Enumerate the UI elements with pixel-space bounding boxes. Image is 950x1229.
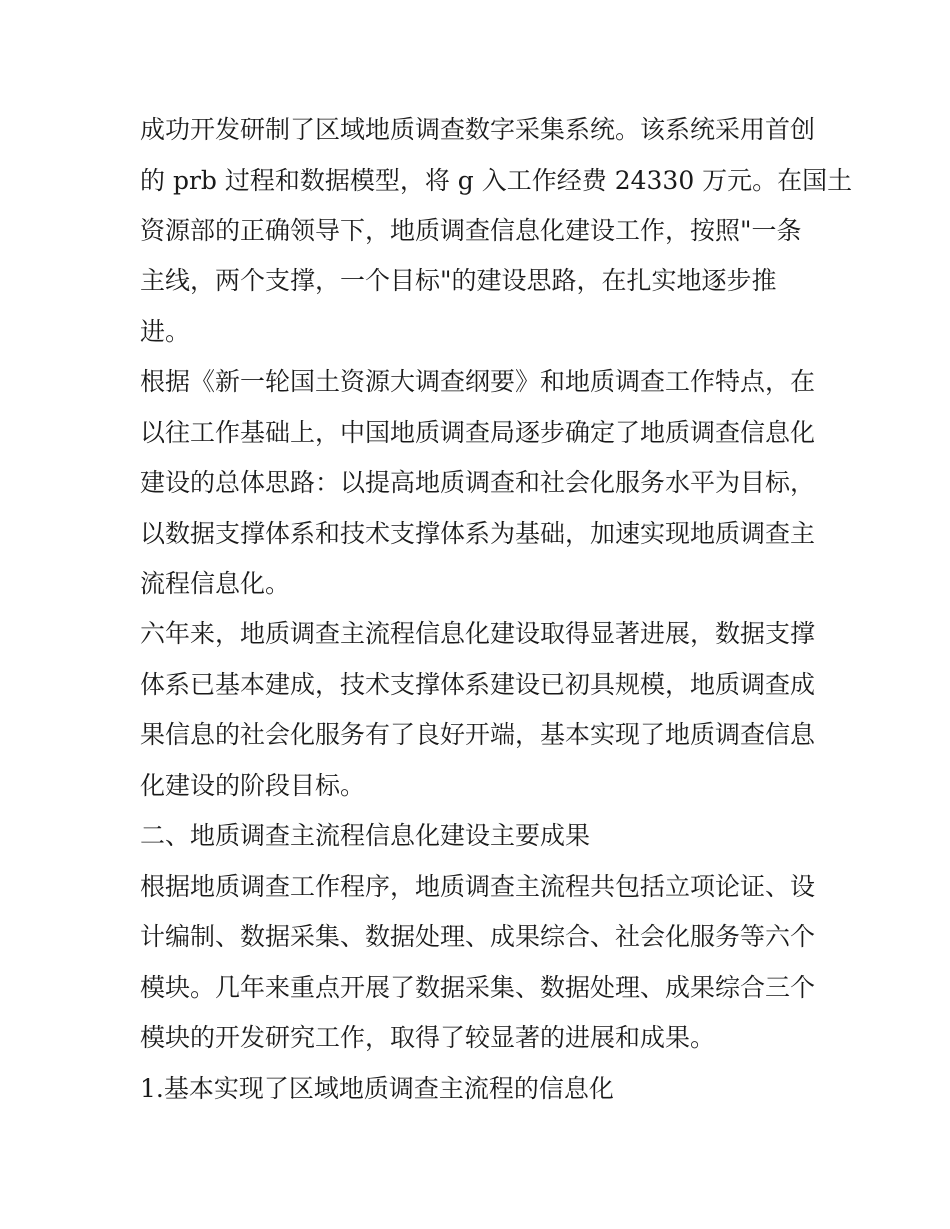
subsection-heading: 1.基本实现了区域地质调查主流程的信息化 [140, 1074, 614, 1103]
text-line: 建设的总体思路：以提高地质调查和社会化服务水平为目标， [140, 468, 816, 497]
text-line: 体系已基本建成，技术支撑体系建设已初具规模，地质调查成 [140, 670, 816, 699]
section-heading: 二、地质调查主流程信息化建设主要成果 [140, 821, 591, 850]
text-line: 流程信息化。 [140, 569, 291, 598]
text-line: 根据地质调查工作程序，地质调查主流程共包括立项论证、设 [140, 872, 816, 901]
text-line: 的 prb 过程和数据模型，将 g 入工作经费 24330 万元。在国土 [140, 166, 853, 195]
text-line: 模块的开发研究工作，取得了较显著的进展和成果。 [140, 1023, 716, 1052]
text-line: 进。 [140, 317, 191, 346]
text-line: 计编制、数据采集、数据处理、成果综合、社会化服务等六个 [140, 922, 816, 951]
text-line: 主线，两个支撑，一个目标"的建设思路，在扎实地逐步推 [140, 266, 777, 295]
text-line: 成功开发研制了区域地质调查数字采集系统。该系统采用首创 [140, 115, 816, 144]
text-line: 化建设的阶段目标。 [140, 771, 366, 800]
text-line: 模块。几年来重点开展了数据采集、数据处理、成果综合三个 [140, 973, 816, 1002]
text-line: 六年来，地质调查主流程信息化建设取得显著进展，数据支撑 [140, 619, 816, 648]
text-line: 根据《新一轮国土资源大调查纲要》和地质调查工作特点，在 [140, 367, 816, 396]
text-line: 果信息的社会化服务有了良好开端，基本实现了地质调查信息 [140, 720, 816, 749]
text-line: 以数据支撑体系和技术支撑体系为基础，加速实现地质调查主 [140, 519, 816, 548]
text-line: 以往工作基础上，中国地质调查局逐步确定了地质调查信息化 [140, 418, 816, 447]
text-line: 资源部的正确领导下，地质调查信息化建设工作，按照"一条 [140, 216, 802, 245]
